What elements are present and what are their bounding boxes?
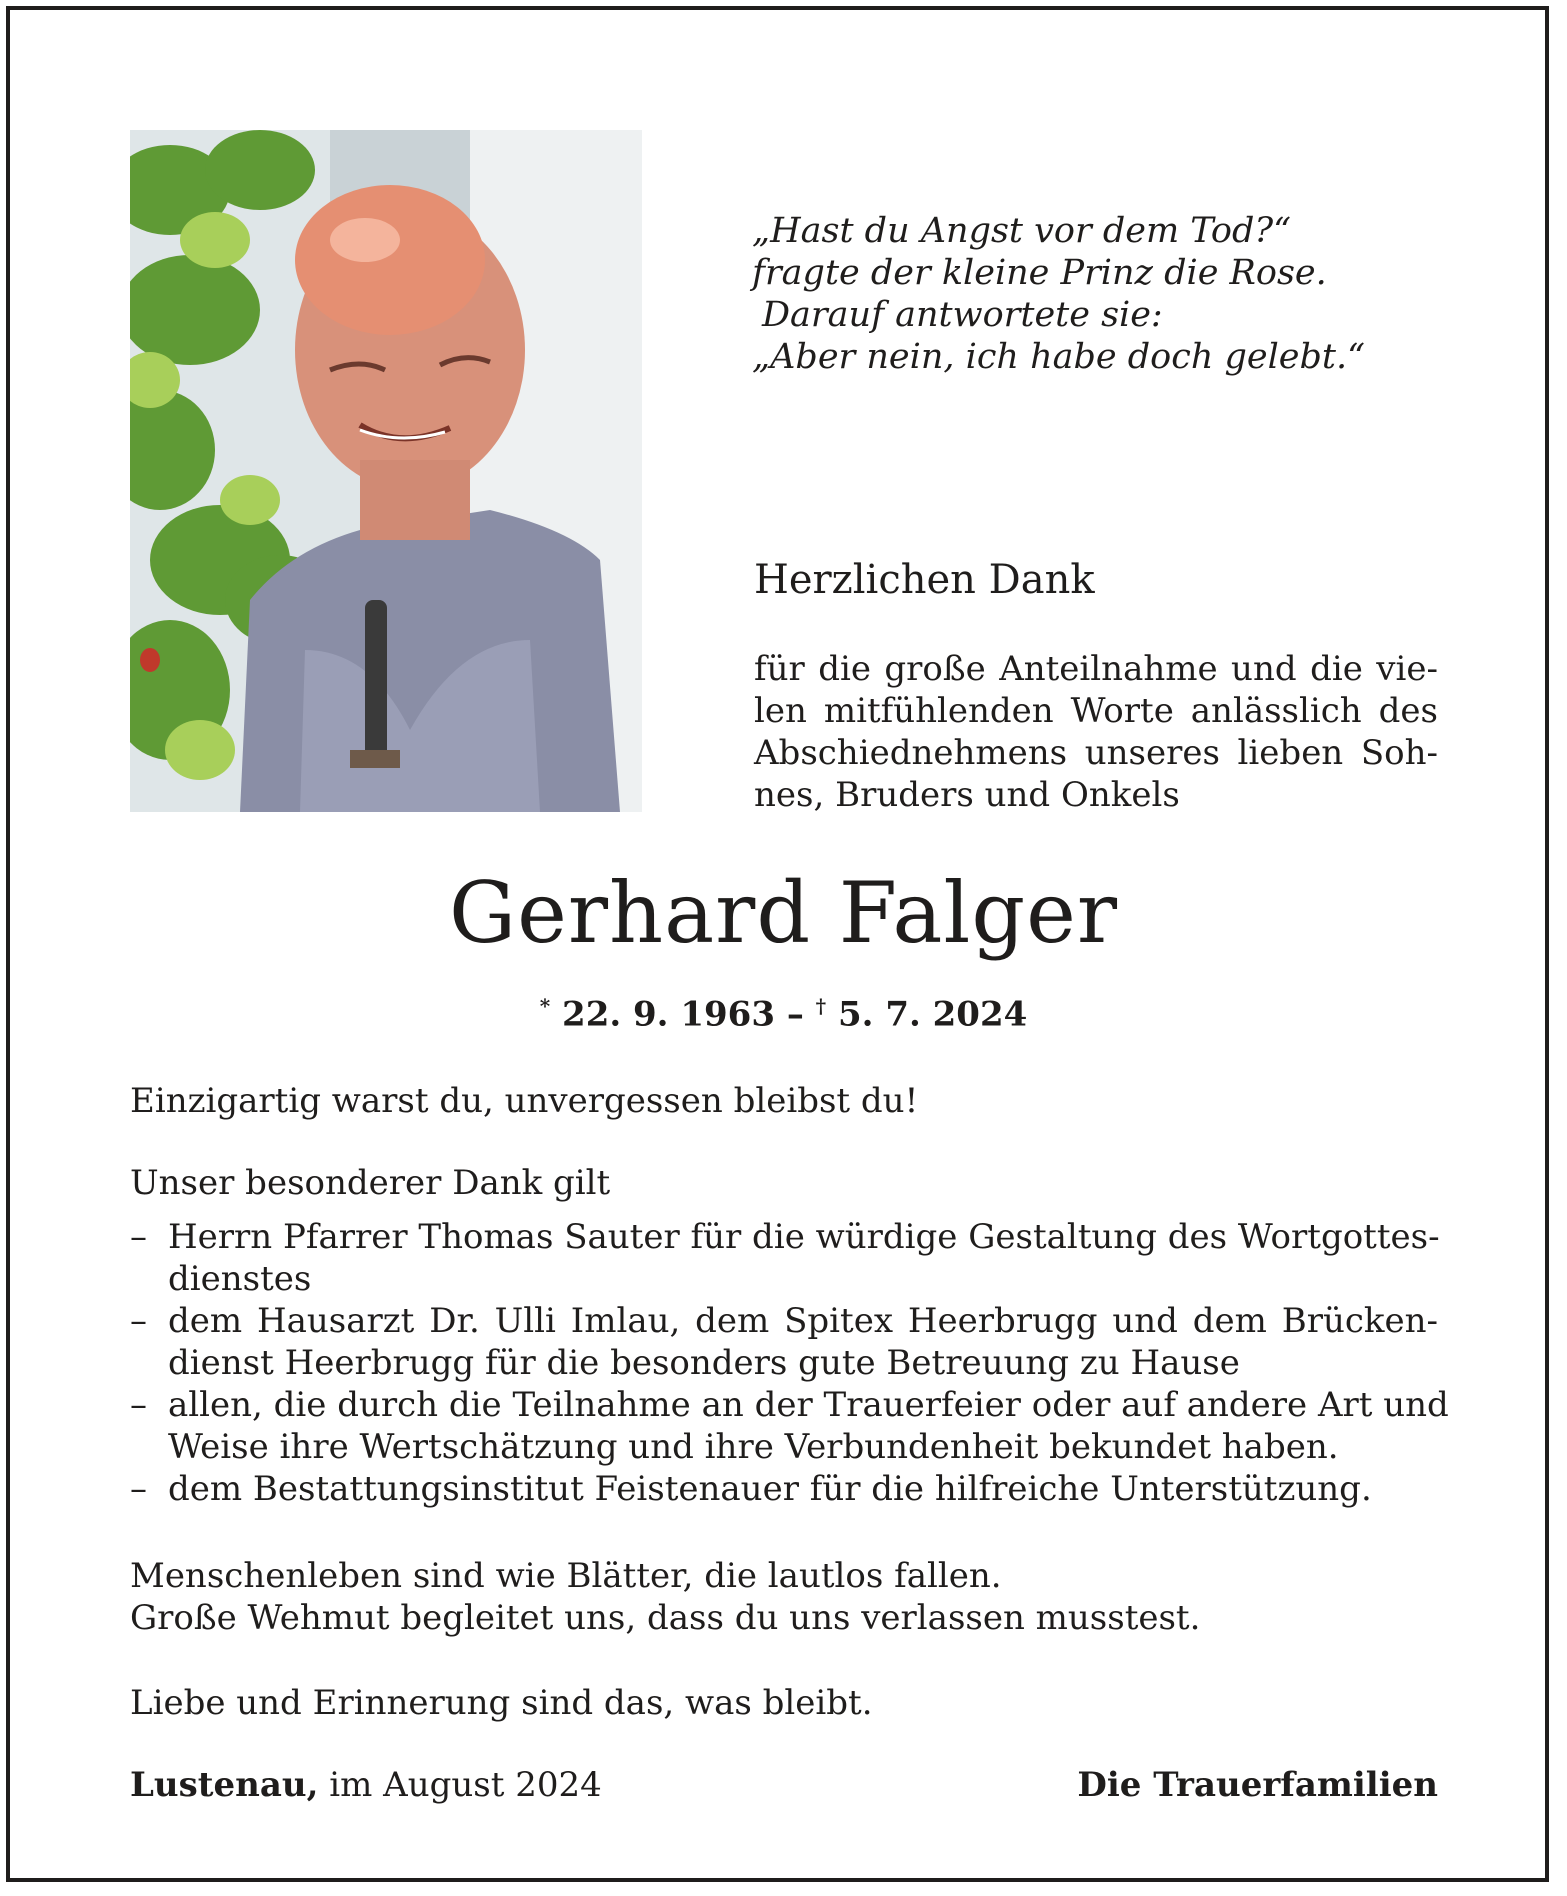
list-item-line: dienst Heerbrugg für die besonders gute Betreuung zu Hause <box>168 1343 1240 1383</box>
quote-line: fragte der kleine Prinz die Rose. <box>752 253 1327 293</box>
thanks-body-line: Abschiednehmens unseres lieben Soh- <box>754 733 1438 773</box>
list-item-line: Weise ihre Wertschätzung und ihre Verbundenheit bekundet haben. <box>168 1427 1339 1467</box>
quote-line: „Hast du Angst vor dem Tod?“ <box>752 211 1292 251</box>
footer-place: Lustenau, <box>130 1765 319 1805</box>
special-thanks-list <box>130 1216 1449 1510</box>
list-item-line: dem Bestattungsinstitut Feistenauer für die hilfreiche Unterstützung. <box>168 1469 1372 1509</box>
special-thanks-intro: Unser besonderer Dank gilt <box>130 1163 611 1203</box>
list-item-line: allen, die durch die Teilnahme an der Trauerfeier oder auf andere Art und <box>168 1385 1449 1425</box>
list-dash: – <box>130 1385 147 1425</box>
footer-signature: Die Trauerfamilien <box>1077 1765 1438 1805</box>
portrait-photo <box>130 130 642 812</box>
thanks-body-line: für die große Anteilnahme und die vie- <box>754 649 1438 689</box>
closing-line: Menschenleben sind wie Blätter, die lautlos fallen. <box>130 1556 1002 1596</box>
closing-line: Große Wehmut begleitet uns, dass du uns verlassen musstest. <box>130 1598 1201 1638</box>
birth-date: 22. 9. 1963 <box>562 994 775 1035</box>
closing-block <box>130 1555 1438 1639</box>
quote-line: Darauf antwortete sie: <box>762 295 1163 335</box>
footer <box>130 1765 1438 1805</box>
footer-date: im August 2024 <box>329 1765 602 1805</box>
list-item-line: dem Hausarzt Dr. Ulli Imlau, dem Spitex Heerbrugg und dem Brücken- <box>168 1301 1438 1341</box>
list-item <box>130 1300 1438 1384</box>
thanks-body-line: nes, Bruders und Onkels <box>754 775 1180 815</box>
list-item <box>130 1384 1449 1468</box>
list-dash: – <box>130 1217 147 1257</box>
quote-line: „Aber nein, ich habe doch gelebt.“ <box>752 337 1365 377</box>
death-symbol: † <box>815 994 827 1018</box>
list-item <box>130 1216 1438 1300</box>
quote-block <box>752 210 1365 378</box>
list-item <box>130 1468 1438 1510</box>
list-item-line: Herrn Pfarrer Thomas Sauter für die würdige Gestaltung des Wortgottes- <box>168 1217 1440 1257</box>
date-separator: – <box>786 994 804 1035</box>
thanks-body-line: len mitfühlenden Worte anlässlich des <box>754 691 1438 731</box>
portrait-image <box>130 130 642 812</box>
closing-love-line: Liebe und Erinnerung sind das, was bleibt. <box>130 1683 873 1723</box>
thanks-heading: Herzlichen Dank <box>754 557 1095 603</box>
deceased-name: Gerhard Falger <box>449 864 1118 962</box>
thanks-body <box>754 648 1438 816</box>
death-date: 5. 7. 2024 <box>837 994 1028 1035</box>
birth-symbol: * <box>539 994 551 1018</box>
life-dates <box>0 994 1567 1034</box>
list-item-line: dienstes <box>168 1259 312 1299</box>
list-dash: – <box>130 1301 147 1341</box>
list-dash: – <box>130 1469 147 1509</box>
motto-line: Einzigartig warst du, unvergessen bleibst du! <box>130 1081 919 1121</box>
